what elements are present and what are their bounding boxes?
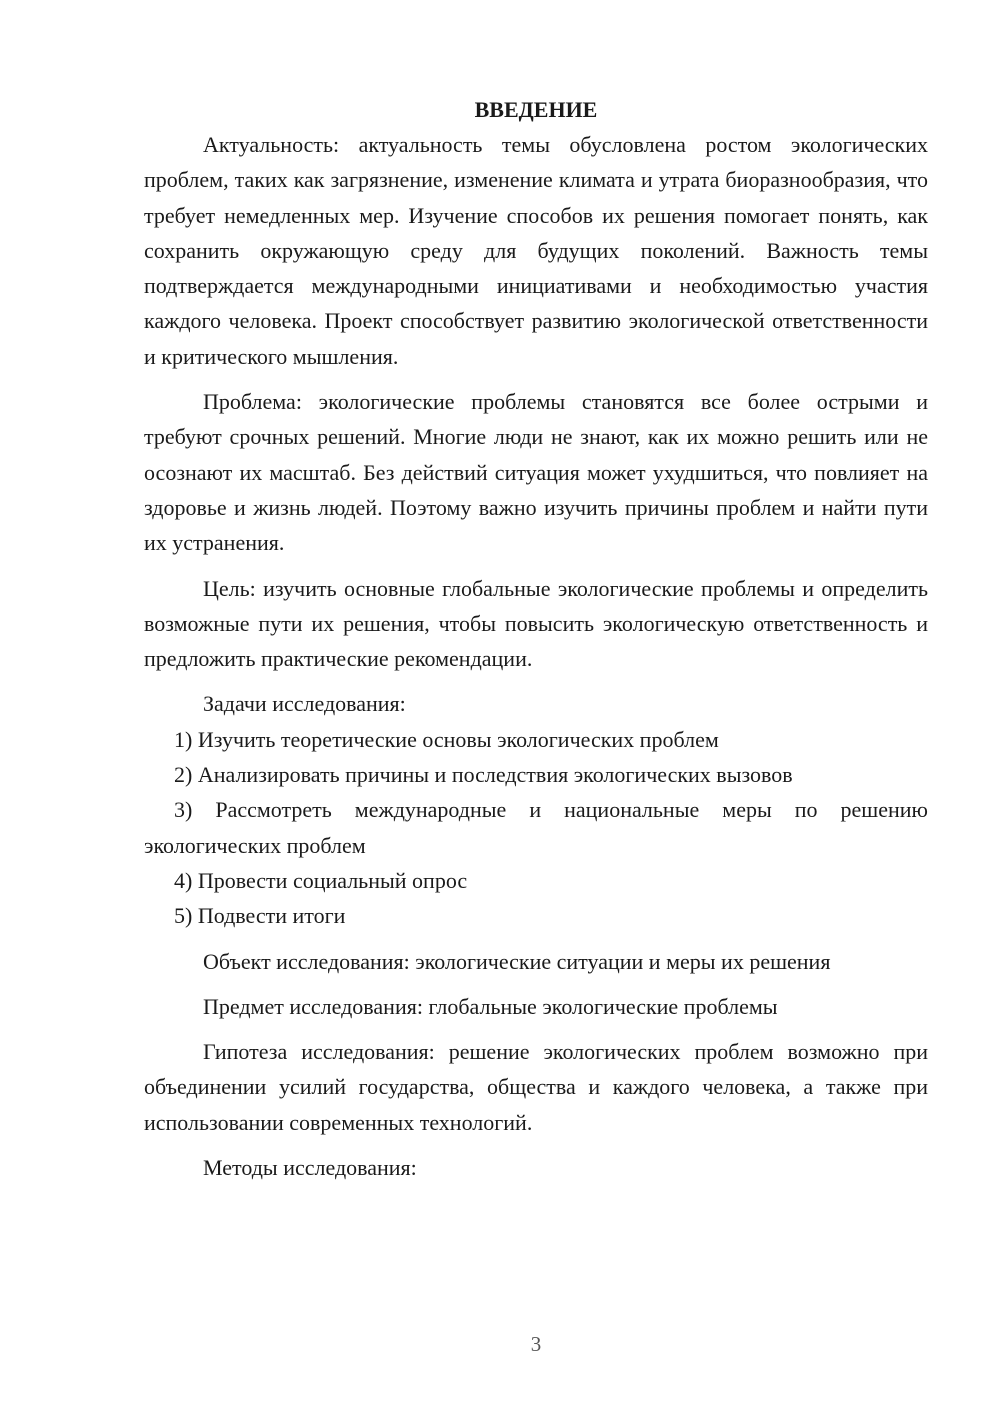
paragraph-object: Объект исследования: экологические ситуации и меры их решения: [203, 948, 831, 974]
section-title: ВВЕДЕНИЕ: [474, 97, 598, 122]
page-content: [144, 92, 928, 1185]
task-item-5: 5) Подвести итоги: [174, 903, 346, 929]
paragraph-relevance: Актуальность: актуальность темы обусловлена ростом экологических проблем, таких как загрязнение, изменение климата и утрата биоразнообразия, что требует немедленных мер. Изучение способов их решения помогает понять, как сохранить окружающую среду для будущих поколений. Важность темы подтверждается международными инициативами и необходимостью участия каждого человека. Проект способствует развитию экологической ответственности и критического мышления.: [144, 132, 928, 369]
task-item-3: 3) Рассмотреть международные и национальные меры по решению экологических проблем: [144, 797, 928, 858]
page-number: 3: [530, 1332, 542, 1356]
paragraph-problem: Проблема: экологические проблемы становятся все более острыми и требуют срочных решений. Многие люди не знают, как их можно решить или не осознают их масштаб. Без действий ситуация может ухудшиться, что повлияет на здоровье и жизнь людей. Поэтому важно изучить причины проблем и найти пути их устранения.: [144, 389, 928, 556]
task-item-4: 4) Провести социальный опрос: [174, 867, 468, 893]
paragraph-methods: Методы исследования:: [203, 1155, 417, 1181]
paragraph-subject: Предмет исследования: глобальные экологические проблемы: [203, 993, 778, 1019]
paragraph-tasks-heading: Задачи исследования:: [203, 691, 406, 717]
paragraph-goal: Цель: изучить основные глобальные экологические проблемы и определить возможные пути их решения, чтобы повысить экологическую ответственность и предложить практические рекомендации.: [144, 575, 928, 672]
task-item-2: 2) Анализировать причины и последствия экологических вызовов: [174, 762, 793, 788]
paragraph-hypothesis: Гипотеза исследования: решение экологических проблем возможно при объединении усилий государства, общества и каждого человека, а также при использовании современных технологий.: [144, 1039, 928, 1135]
task-item-1: 1) Изучить теоретические основы экологических проблем: [174, 726, 719, 752]
